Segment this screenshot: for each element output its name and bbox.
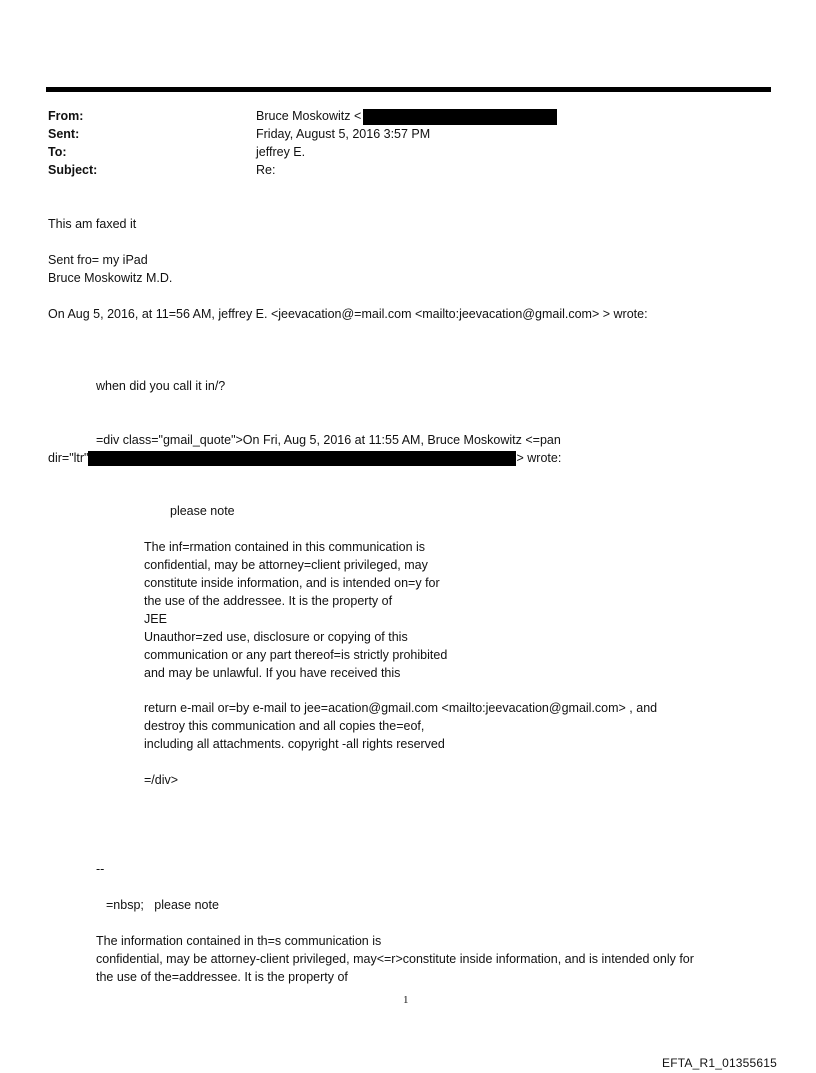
disclaimer-line: Unauthor=zed use, disclosure or copying of this — [144, 630, 408, 644]
quote-intro: On Aug 5, 2016, at 11=56 AM, jeffrey E. <jeevacation@=mail.com <mailto:jeevacation@gmail.com> > wrote: — [48, 307, 648, 321]
signature-line: Sent fro= my iPad — [48, 253, 148, 267]
document-id: EFTA_R1_01355615 — [662, 1056, 778, 1070]
from-label: From: — [48, 109, 84, 123]
disclaimer-line: confidential, may be attorney=client privileged, may — [144, 558, 428, 572]
signature-separator: -- — [96, 862, 105, 876]
page-number: 1 — [403, 994, 409, 1006]
please-note: please note — [170, 504, 235, 518]
from-name: Bruce Moskowitz < — [256, 109, 362, 123]
gmail-quote-line: =div class="gmail_quote">On Fri, Aug 5, 2016 at 11:55 AM, Bruce Moskowitz <=pan — [96, 433, 561, 447]
to-label: To: — [48, 145, 67, 159]
signature-name: Bruce Moskowitz M.D. — [48, 271, 173, 285]
disclaimer-line: JEE — [144, 612, 167, 626]
redaction-box — [88, 451, 516, 466]
disclaimer-line: communication or any part thereof=is strictly prohibited — [144, 648, 448, 662]
disclaimer-line: the use of the addressee. It is the property of — [144, 594, 393, 608]
nbsp-note: =nbsp; please note — [106, 898, 219, 912]
question-text: when did you call it in/? — [96, 379, 226, 393]
disclaimer-line: destroy this communication and all copies the=eof, — [144, 719, 425, 733]
gmail-quote-start: dir="ltr" — [48, 451, 89, 465]
disclaimer-line: constitute inside information, and is intended on=y for — [144, 576, 440, 590]
disclaimer-line: and may be unlawful. If you have received this — [144, 666, 401, 680]
subject-value: Re: — [256, 163, 276, 177]
disclaimer-line: the use of the=addressee. It is the property of — [96, 970, 348, 984]
disclaimer-line: confidential, may be attorney-client privileged, may<=r>constitute inside information, and is intended only for — [96, 952, 694, 966]
disclaimer-line: return e-mail or=by e-mail to jee=acation@gmail.com <mailto:jeevacation@gmail.com> , and — [144, 701, 658, 715]
sent-label: Sent: — [48, 127, 80, 141]
gmail-quote-end: > wrote: — [516, 451, 562, 465]
div-close: =/div> — [144, 773, 179, 787]
disclaimer-line: The inf=rmation contained in this communication is — [144, 540, 426, 554]
sent-value: Friday, August 5, 2016 3:57 PM — [256, 127, 431, 141]
header-rule — [46, 87, 771, 92]
from-value — [256, 107, 557, 125]
redaction-box — [363, 109, 557, 125]
disclaimer-block-2 — [144, 699, 657, 753]
disclaimer-line: including all attachments. copyright -all rights reserved — [144, 737, 445, 751]
to-value: jeffrey E. — [256, 145, 306, 159]
subject-label: Subject: — [48, 163, 98, 177]
disclaimer-line: The information contained in th=s communication is — [96, 934, 382, 948]
disclaimer-block — [144, 538, 447, 682]
gmail-quote-line-2 — [48, 449, 561, 467]
body-line: This am faxed it — [48, 217, 137, 231]
disclaimer-block-3 — [96, 932, 694, 986]
